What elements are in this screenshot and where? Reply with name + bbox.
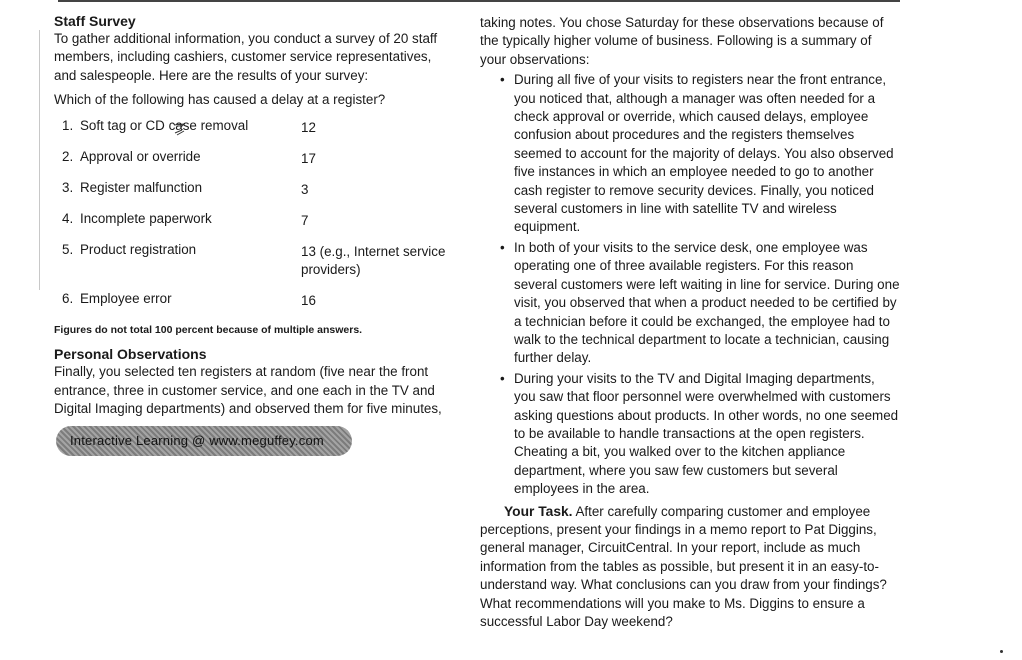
survey-item <box>62 179 462 197</box>
survey-footnote: Figures do not total 100 percent because of multiple answers. <box>54 324 363 337</box>
survey-item <box>62 241 462 278</box>
staff-survey-heading: Staff Survey <box>54 13 136 29</box>
your-task-text: After carefully comparing customer and employee perceptions, present your findings in a memo report to Pat Diggins, general manager, CircuitCentral. In your report, include as much information from the tables as possible, but present it in an easy-to-understand way. What conclusions can you draw from your findings? What recommendations will you make to Ms. Diggins to ensure a successful Labor Day weekend? <box>480 503 887 629</box>
left-column <box>54 12 454 456</box>
observations-continuation: taking notes. You chose Saturday for these observations because of the typically higher volume of business. Following is a summary of your observations: <box>480 15 884 67</box>
survey-item <box>62 210 462 228</box>
observations-list <box>480 71 900 498</box>
margin-mark <box>39 30 40 290</box>
observation-bullet: • During your visits to the TV and Digital Imaging departments, you saw that floor personnel were overwhelmed with customers asking questions about products. In other words, no one seemed to be available to handle transactions at the open registers. Cheating a bit, you walked over to the kitchen appliance department, where you saw few customers but several employees in the area. <box>514 370 900 499</box>
survey-item-number: 4. <box>62 211 74 227</box>
your-task-label: Your Task. <box>504 503 573 519</box>
survey-item-number: 2. <box>62 149 74 165</box>
survey-item <box>62 117 462 135</box>
survey-item-value: 3 <box>301 182 309 198</box>
page-speck <box>1000 650 1003 653</box>
staff-survey-intro: To gather additional information, you conduct a survey of 20 staff members, including cashiers, customer service representatives, and salespeople. Here are the results of your survey: <box>54 31 438 83</box>
survey-item-value: 17 <box>301 151 316 167</box>
interactive-learning-banner[interactable]: Interactive Learning @ www.meguffey.com <box>56 426 352 456</box>
personal-observations-heading: Personal Observations <box>54 346 207 363</box>
survey-item-value: 16 <box>301 293 316 309</box>
observation-bullet: • In both of your visits to the service desk, one employee was operating one of three available registers. For this reason several customers were left waiting in line for service. During one visit, you observed that when a product needed to be certified by a technician before it could be exchanged, the employee had to walk to the technical department to locate a technician, causing further delay. <box>514 239 900 368</box>
survey-item-number: 5. <box>62 242 74 258</box>
survey-item-label: Soft tag or CD case removal <box>80 118 249 134</box>
survey-item-label: Product registration <box>80 242 197 258</box>
your-task-paragraph <box>480 503 900 632</box>
personal-observations-text: Finally, you selected ten registers at random (five near the front entrance, three in customer service, and one each in the TV and Digital Imaging departments) and observed them for five minutes, <box>54 364 442 417</box>
survey-item <box>62 290 462 308</box>
observation-bullet: • During all five of your visits to registers near the front entrance, you noticed that, although a manager was often needed for a check approval or override, which caused delays, employee confusion about procedures and the registers themselves seemed to account for the majority of delays. You also observed five instances in which an employee needed to go to another cash register to remove security devices. Finally, you noticed several customers in line with satellite TV and wireless equipment. <box>514 71 900 237</box>
survey-item-label: Approval or override <box>80 149 201 165</box>
survey-item-label: Employee error <box>80 291 172 307</box>
survey-item-value: 12 <box>301 120 316 136</box>
right-column <box>480 14 900 631</box>
survey-results-list <box>54 117 454 313</box>
survey-item-number: 3. <box>62 180 74 196</box>
survey-item-value: 7 <box>301 213 309 229</box>
survey-item-label: Register malfunction <box>80 180 203 196</box>
survey-item-value: 13 (e.g., Internet service providers) <box>301 244 446 278</box>
survey-item-number: 1. <box>62 118 74 134</box>
survey-item-label: Incomplete paperwork <box>80 211 212 227</box>
survey-question: Which of the following has caused a delay at a register? <box>54 92 386 108</box>
survey-item <box>62 148 462 166</box>
survey-item-number: 6. <box>62 291 74 307</box>
top-rule <box>58 0 900 2</box>
